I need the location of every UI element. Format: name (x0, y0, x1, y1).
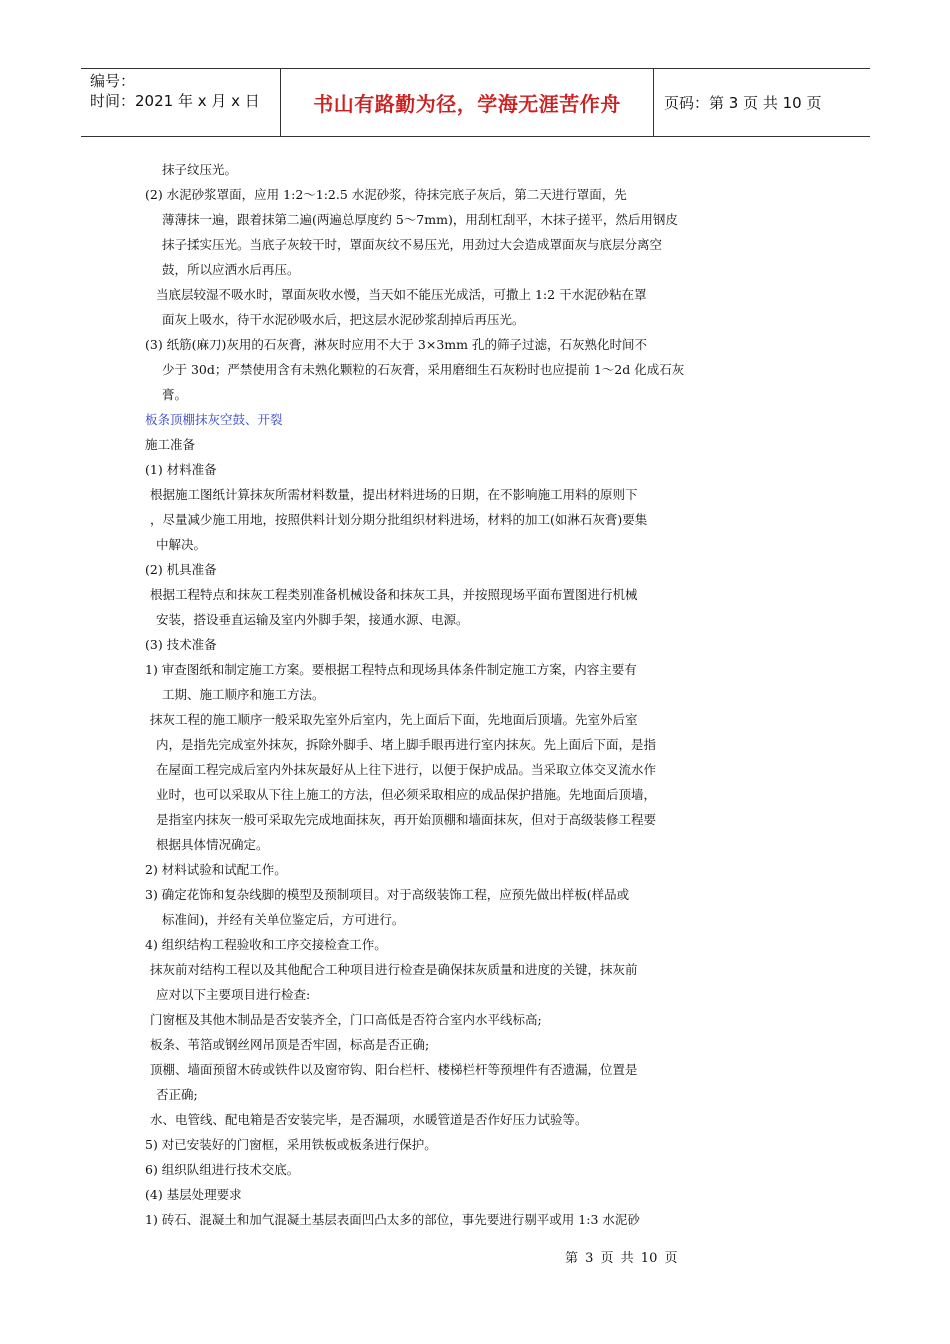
text-line: 1) 审查图纸和制定施工方案。要根据工程特点和现场具体条件制定施工方案，内容主要有 (145, 662, 637, 677)
text-line: 安装，搭设垂直运输及室内外脚手架，接通水源、电源。 (156, 612, 469, 627)
text-line: 面灰上吸水，待干水泥砂吸水后，把这层水泥砂浆刮掉后再压光。 (162, 312, 525, 327)
text-line: 内，是指先完成室外抹灰，拆除外脚手、堵上脚手眼再进行室内抹灰。先上面后下面，是指 (156, 737, 657, 752)
text-line: (3) 技术准备 (145, 637, 217, 652)
text-line: ，尽量减少施工用地，按照供料计划分期分批组织材料进场，材料的加工(如淋石灰膏)要集 (150, 512, 648, 527)
text-line: 少于 30d；严禁使用含有未熟化颗粒的石灰膏，采用磨细生石灰粉时也应提前 1～2d 化成石灰 (162, 362, 685, 377)
text-line: 抹灰工程的施工顺序一般采取先室外后室内，先上面后下面，先地面后顶墙。先室外后室 (150, 712, 638, 727)
text-line: 当底层较湿不吸水时，罩面灰收水慢，当天如不能压光成活，可撒上 1:2 干水泥砂粘在罩 (156, 287, 647, 302)
text-line: (2) 水泥砂浆罩面，应用 1:2～1:2.5 水泥砂浆，待抹完底子灰后，第二天进行罩面，先 (145, 187, 627, 202)
text-line: 鼓，所以应洒水后再压。 (162, 262, 300, 277)
text-line: 膏。 (162, 387, 188, 402)
text-line: 否正确; (156, 1087, 198, 1102)
text-line: (2) 机具准备 (145, 562, 217, 577)
text-line: 6) 组织队组进行技术交底。 (145, 1162, 300, 1177)
text-line: 水、电管线、配电箱是否安装完毕，是否漏项，水暖管道是否作好压力试验等。 (150, 1112, 588, 1127)
number-label: 编号： (90, 72, 136, 90)
text-line: (1) 材料准备 (145, 462, 217, 477)
time-label: 时间：2021 年 x 月 x 日 (90, 92, 260, 110)
text-line: 门窗框及其他木制品是否安装齐全，门口高低是否符合室内水平线标高; (150, 1012, 542, 1027)
text-line: 根据施工图纸计算抹灰所需材料数量，提出材料进场的日期，在不影响施工用料的原则下 (150, 487, 638, 502)
page-header (81, 68, 870, 137)
text-line: 薄薄抹一遍，跟着抹第二遍(两遍总厚度约 5～7mm)，用刮杠刮平，木抹子搓平，然后用钢皮 (162, 212, 678, 227)
text-line: 2) 材料试验和试配工作。 (145, 862, 287, 877)
text-line: 4) 组织结构工程验收和工序交接检查工作。 (145, 937, 387, 952)
text-line: 在屋面工程完成后室内外抹灰最好从上往下进行，以便于保护成品。当采取立体交叉流水作 (156, 762, 657, 777)
text-line: 抹子揉实压光。当底子灰较干时，罩面灰纹不易压光，用劲过大会造成罩面灰与底层分离空 (162, 237, 663, 252)
text-line: 是指室内抹灰一般可采取先完成地面抹灰，再开始顶棚和墙面抹灰，但对于高级装修工程要 (156, 812, 657, 827)
section-heading-link[interactable]: 板条顶棚抹灰空鼓、开裂 (145, 412, 283, 427)
text-line: 根据具体情况确定。 (156, 837, 269, 852)
text-line: 5) 对已安装好的门窗框，采用铁板或板条进行保护。 (145, 1137, 437, 1152)
text-line: 抹子纹压光。 (162, 162, 238, 177)
text-line: 标准间)，并经有关单位鉴定后，方可进行。 (162, 912, 405, 927)
text-line: 工期、施工顺序和施工方法。 (162, 687, 325, 702)
text-line: 根据工程特点和抹灰工程类别准备机械设备和抹灰工具，并按照现场平面布置图进行机械 (150, 587, 638, 602)
text-line: 板条、苇箔或钢丝网吊顶是否牢固，标高是否正确; (150, 1037, 430, 1052)
text-line: 1) 砖石、混凝土和加气混凝土基层表面凹凸太多的部位，事先要进行剔平或用 1:3 水泥砂 (145, 1212, 640, 1227)
text-line: 业时，也可以采取从下往上施工的方法，但必须采取相应的成品保护措施。先地面后顶墙， (156, 787, 657, 802)
section-heading: 施工准备 (145, 437, 196, 452)
header-meta (81, 69, 281, 136)
text-line: 应对以下主要项目进行检查: (156, 987, 311, 1002)
text-line: (3) 纸筋(麻刀)灰用的石灰膏，淋灰时应用不大于 3×3mm 孔的筛子过滤，石灰熟化时间不 (145, 337, 647, 352)
header-page-info: 页码：第 3 页 共 10 页 (664, 94, 822, 112)
text-line: 中解决。 (156, 537, 207, 552)
header-motto: 书山有路勤为径，学海无涯苦作舟 (281, 69, 654, 136)
text-line: (4) 基层处理要求 (145, 1187, 242, 1202)
page-footer: 第 3 页 共 10 页 (565, 1251, 678, 1266)
text-line: 顶棚、墙面预留木砖或铁件以及窗帘钩、阳台栏杆、楼梯栏杆等预埋件有否遗漏，位置是 (150, 1062, 638, 1077)
text-line: 抹灰前对结构工程以及其他配合工种项目进行检查是确保抹灰质量和进度的关键，抹灰前 (150, 962, 638, 977)
text-line: 3) 确定花饰和复杂线脚的模型及预制项目。对于高级装饰工程，应预先做出样板(样品或 (145, 887, 630, 902)
